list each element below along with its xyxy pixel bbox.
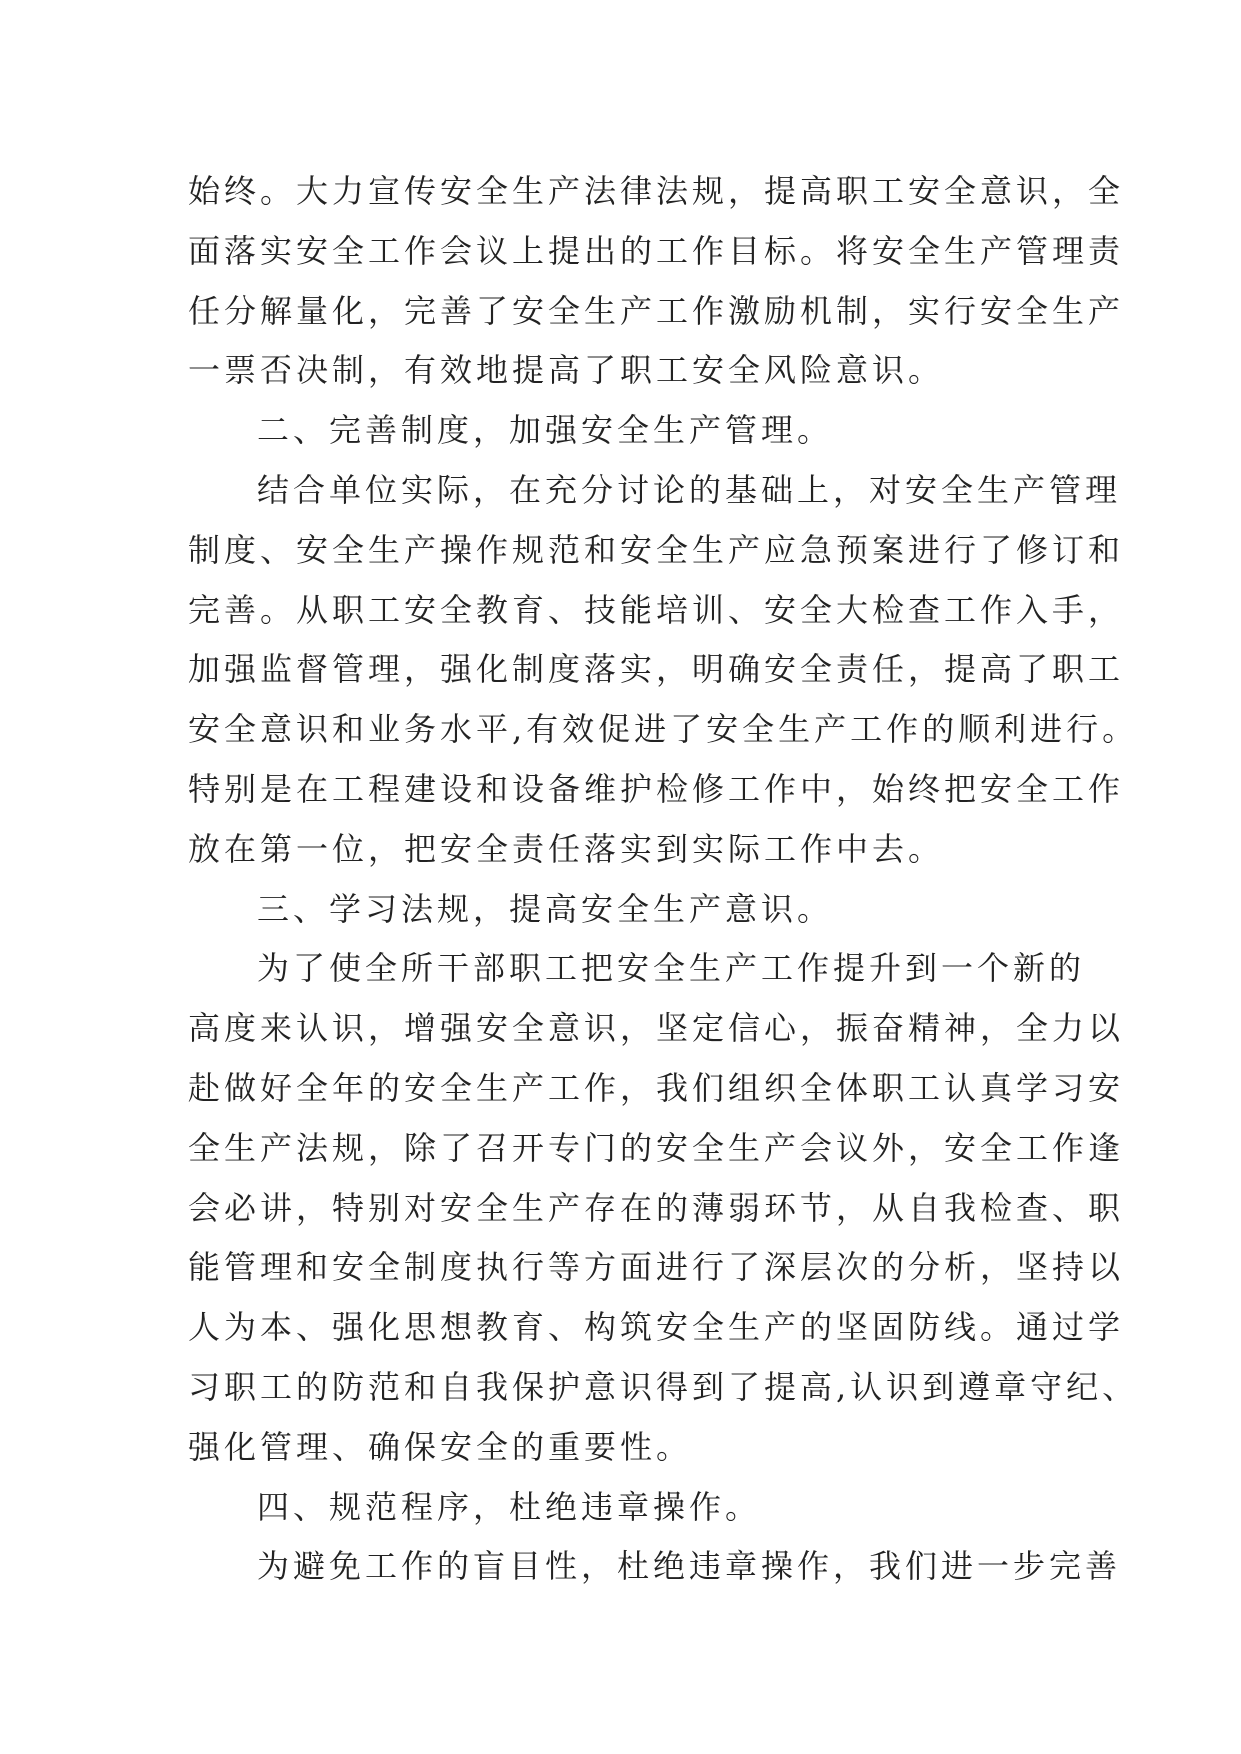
text-line: 强化管理、确保安全的重要性。	[188, 1427, 693, 1466]
text-line: 会必讲，特别对安全生产存在的薄弱环节，从自我检查、职	[188, 1188, 1125, 1227]
text-line: 能管理和安全制度执行等方面进行了深层次的分析，坚持以	[188, 1248, 1125, 1287]
text-line: 完善。从职工安全教育、技能培训、安全大检查工作入手，	[188, 590, 1125, 629]
text-line: 为了使全所干部职工把安全生产工作提升到一个新的	[257, 949, 1086, 988]
text-line: 为避免工作的盲目性，杜绝违章操作，我们进一步完善	[257, 1547, 1122, 1586]
section-heading: 三、学习法规，提高安全生产意识。	[257, 889, 834, 928]
text-line: 放在第一位，把安全责任落实到实际工作中去。	[188, 829, 945, 868]
text-line: 结合单位实际，在充分讨论的基础上，对安全生产管理	[257, 470, 1122, 509]
text-line: 人为本、强化思想教育、构筑安全生产的坚固防线。通过学	[188, 1308, 1125, 1347]
text-line: 始终。大力宣传安全生产法律法规，提高职工安全意识，全	[188, 172, 1125, 210]
text-line: 制度、安全生产操作规范和安全生产应急预案进行了修订和	[188, 530, 1125, 569]
text-line: 高度来认识，增强安全意识，坚定信心，振奋精神，全力以	[188, 1009, 1125, 1048]
text-line: 面落实安全工作会议上提出的工作目标。将安全生产管理责	[188, 231, 1125, 270]
section-heading: 四、规范程序，杜绝违章操作。	[257, 1487, 762, 1526]
text-line: 安全意识和业务水平,有效促进了安全生产工作的顺利进行。	[188, 710, 1139, 749]
section-heading: 二、完善制度，加强安全生产管理。	[257, 411, 834, 450]
text-line: 特别是在工程建设和设备维护检修工作中，始终把安全工作	[188, 769, 1125, 808]
text-line: 习职工的防范和自我保护意识得到了提高,认识到遵章守纪、	[188, 1367, 1139, 1406]
text-line: 赴做好全年的安全生产工作，我们组织全体职工认真学习安	[188, 1068, 1125, 1107]
text-line: 全生产法规，除了召开专门的安全生产会议外，安全工作逢	[188, 1128, 1125, 1167]
text-line: 任分解量化，完善了安全生产工作激励机制，实行安全生产	[188, 291, 1125, 330]
document-body	[188, 162, 1139, 1597]
text-line: 加强监督管理，强化制度落实，明确安全责任，提高了职工	[188, 650, 1125, 689]
text-line: 一票否决制，有效地提高了职工安全风险意识。	[188, 351, 945, 390]
